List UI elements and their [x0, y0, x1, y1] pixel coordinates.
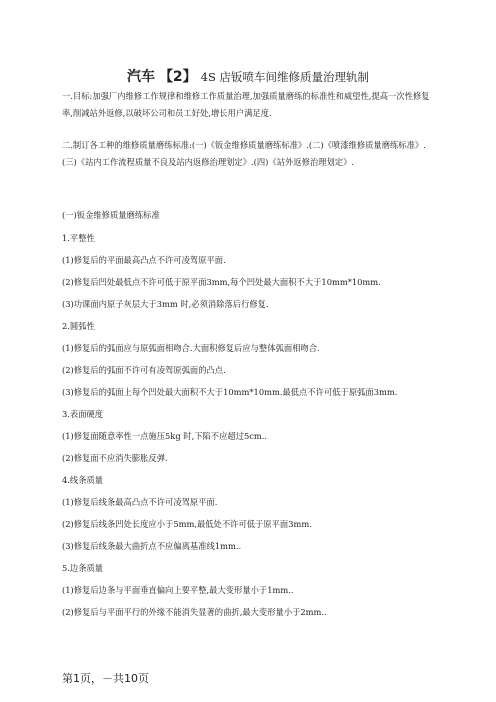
list-item: (1)修复后边条与平面垂直偏向上要平整,最大变形量小于1mm..: [62, 585, 294, 595]
list-item: (2)修复后的弧面不许可有凌驾原弧面的凸点.: [62, 365, 226, 375]
section-heading: (一)钣金维修质量磨练标准: [62, 210, 160, 220]
list-item: (1)修复后线条最高凸点不许可凌驾原平面.: [62, 497, 218, 507]
subheading: 4.线条质量: [62, 475, 104, 485]
paragraph-objective: 一.目标:加强厂内维修工作规律和维修工作质量治理,加强质量磨练的标准性和威望性,提高一次性修复率,削减站外返修,以破坏公司和员工好处,增长用户满足度.: [62, 91, 430, 118]
list-item: (3)修复后线条最大曲折点不应偏离基准线1mm..: [62, 541, 242, 551]
subheading: 5.边条质量: [62, 563, 104, 573]
document-title: [0, 66, 496, 86]
list-item: (3)功课面内原子灰层大于3mm 时,必须消除落后行修复.: [62, 299, 269, 309]
list-item: (1)修复后的平面最高凸点不许可凌驾原平面.: [62, 255, 226, 265]
list-item: (1)修复后的弧面应与原弧面相吻合.大面积修复后应与整体弧面相吻合.: [62, 343, 320, 353]
list-item: (1)修复面随意率性一点施压5kg 时,下陷不应超过5cm..: [62, 431, 268, 441]
subheading: 3.表面硬度: [62, 409, 104, 419]
page-footer: 第1页，－共10页: [62, 672, 149, 685]
list-item: (3)修复后的弧面上每个凹处最大面积不大于10mm*10mm.最低点不许可低于原弧面3mm.: [62, 387, 398, 397]
list-item: (2)修复后线条凹处长度应小于5mm,最低处不许可低于原平面3mm.: [62, 519, 312, 529]
title-rest: 4S 店钣喷车间维修质量治理轨制: [200, 70, 370, 84]
paragraph-standards: 二.制订各工种的维修质量磨练标准:(一)《钣金维修质量磨练标准》.(二)《喷漆维修质量磨练标准》.(三)《站内工作流程质量不良及站内返修治理划定》.(四)《站外返修治理划定》.: [62, 140, 426, 167]
list-item: (2)修复后凹处最低点不许可低于原平面3mm,每个凹处最大面积不大于10mm*10mm.: [62, 277, 381, 287]
title-bracket: 【2】: [158, 69, 197, 85]
subheading: 1.平整性: [62, 233, 95, 243]
list-item: (2)修复面不应消失膨胀反弹.: [62, 453, 168, 463]
list-item: (2)修复后与平面平行的外缘不能消失显著的曲折,最大变形量小于2mm..: [62, 607, 327, 617]
subheading: 2.圆弧性: [62, 321, 95, 331]
title-prefix: 汽车: [126, 69, 155, 85]
